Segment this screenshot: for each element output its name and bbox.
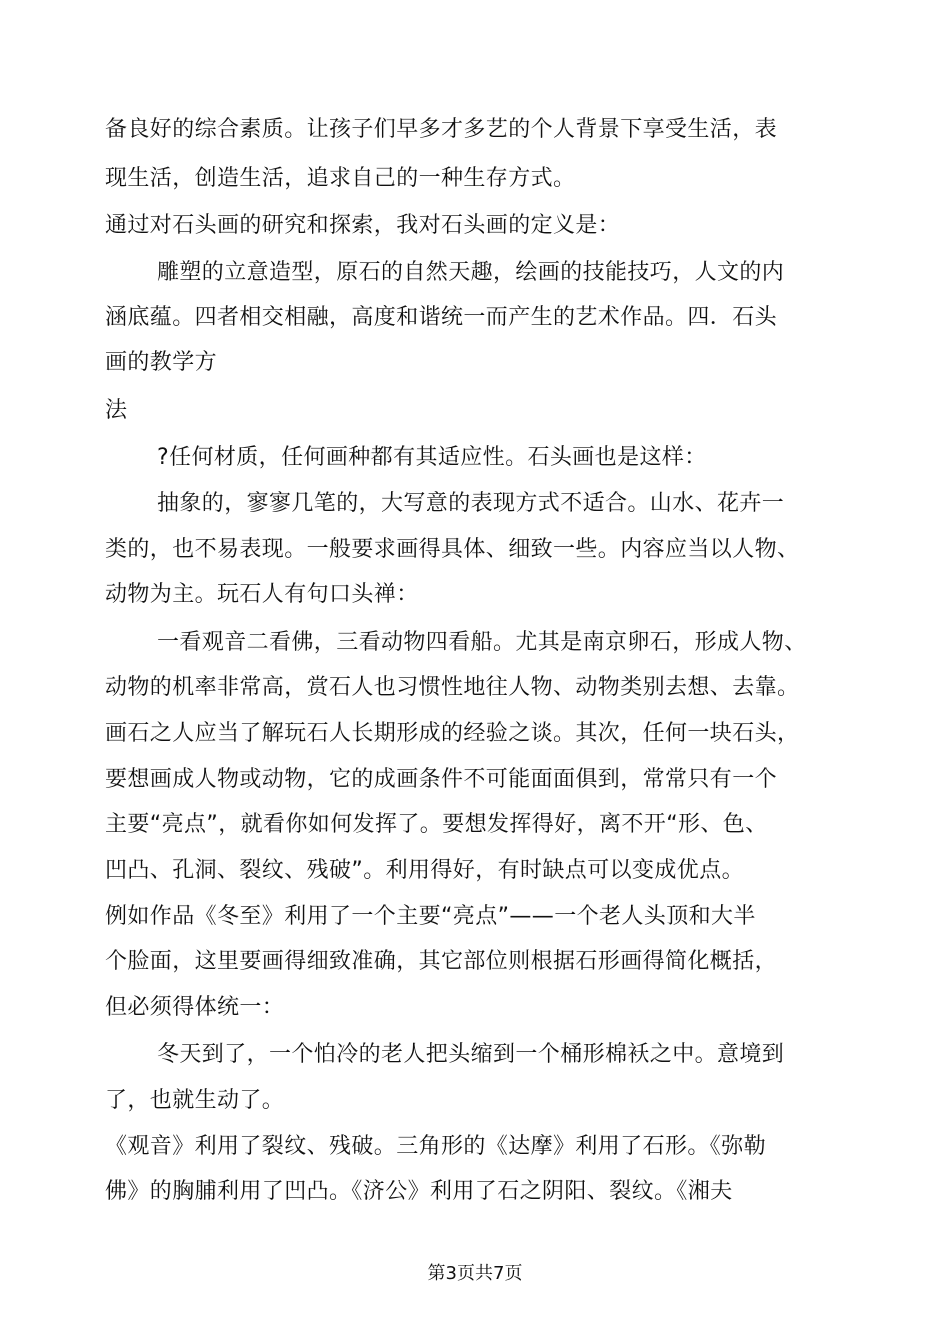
body-line-1: 备良好的综合素质。让孩子们早多才多艺的个人背景下享受生活，表: [105, 117, 778, 142]
body-line-2: 现生活，创造生活，追求自己的一种生存方式。: [105, 166, 576, 191]
body-line-8: ?任何材质，任何画种都有其适应性。石头画也是这样：: [157, 445, 707, 470]
body-line-19: 个脸面，这里要画得细致准确，其它部位则根据石形画得简化概括，: [105, 949, 778, 974]
body-line-6: 画的教学方: [105, 350, 218, 375]
body-line-16: 主要“亮点”，就看你如何发挥了。要想发挥得好，离不开“形、色、: [105, 812, 768, 837]
body-line-4: 雕塑的立意造型，原石的自然天趣，绘画的技能技巧，人文的内: [157, 260, 785, 285]
body-line-15: 要想画成人物或动物，它的成画条件不可能面面俱到，常常只有一个: [105, 767, 778, 792]
body-line-7: 法: [105, 398, 128, 423]
body-line-13: 动物的机率非常高，赏石人也习惯性地往人物、动物类别去想、去靠。: [105, 675, 800, 700]
body-line-11: 动物为主。玩石人有句口头禅：: [105, 582, 419, 607]
body-line-12: 一看观音二看佛，三看动物四看船。尤其是南京卵石，形成人物、: [157, 630, 807, 655]
body-line-23: 《观音》利用了裂纹、残破。三角形的《达摩》利用了石形。《弥勒: [105, 1134, 767, 1159]
body-line-3: 通过对石头画的研究和探索，我对石头画的定义是：: [105, 213, 621, 238]
body-line-21: 冬天到了，一个怕冷的老人把头缩到一个桶形棉袄之中。意境到: [157, 1042, 785, 1067]
page-number: 第3页共7页: [427, 1263, 523, 1284]
body-line-17: 凹凸、孔洞、裂纹、残破”。利用得好，有时缺点可以变成优点。: [105, 858, 744, 883]
body-line-22: 了，也就生动了。: [105, 1088, 285, 1113]
body-line-14: 画石之人应当了解玩石人长期形成的经验之谈。其次，任何一块石头，: [105, 721, 800, 746]
body-line-9: 抽象的，寥寥几笔的，大写意的表现方式不适合。山水、花卉一: [157, 491, 785, 516]
body-line-18: 例如作品《冬至》利用了一个主要“亮点”——一个老人头顶和大半: [105, 904, 756, 929]
body-line-10: 类的，也不易表现。一般要求画得具体、细致一些。内容应当以人物、: [105, 537, 800, 562]
body-line-5: 涵底蕴。四者相交相融，高度和谐统一而产生的艺术作品。四．石头: [105, 305, 778, 330]
body-line-20: 但必须得体统一：: [105, 995, 285, 1020]
body-line-24: 佛》的胸脯利用了凹凸。《济公》利用了石之阴阳、裂纹。《湘夫: [105, 1179, 733, 1204]
